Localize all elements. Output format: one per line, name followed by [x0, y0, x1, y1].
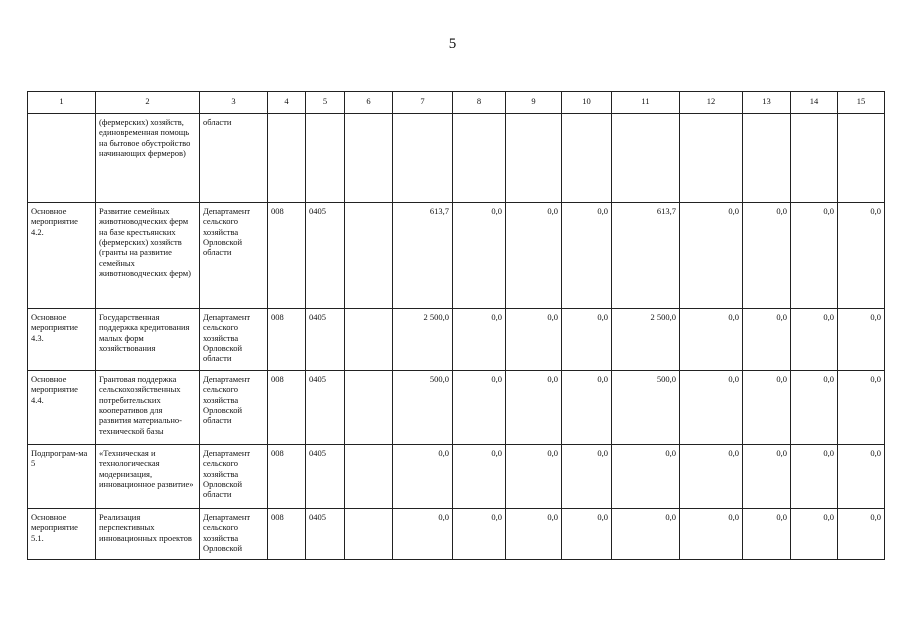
value-cell: 0,0: [612, 509, 680, 560]
value-cell: 0,0: [506, 509, 562, 560]
executor-cell: области: [200, 114, 268, 203]
value-cell: 0,0: [506, 371, 562, 445]
value-cell: 0,0: [743, 371, 791, 445]
table-row: [28, 309, 885, 371]
value-cell: 0,0: [453, 445, 506, 509]
value-cell: 0,0: [791, 445, 838, 509]
value-cell: 0,0: [680, 509, 743, 560]
value-cell: 0,0: [838, 509, 885, 560]
value-cell: 0,0: [680, 371, 743, 445]
value-cell: 0,0: [453, 509, 506, 560]
value-cell: 0,0: [791, 309, 838, 371]
page-number: 5: [448, 36, 457, 52]
value-cell: 0,0: [393, 509, 453, 560]
measure-name-cell: Реализация перспективных инновационных проектов: [96, 509, 200, 560]
value-cell: 0,0: [838, 203, 885, 309]
measure-name-cell: (фермерских) хозяйств, единовременная помощь на бытовое обустройство начинающих фермеров): [96, 114, 200, 203]
value-cell: 0,0: [791, 371, 838, 445]
table-cell: 008: [268, 445, 306, 509]
table-cell: [268, 114, 306, 203]
column-header: 11: [612, 92, 680, 114]
value-cell: 0,0: [743, 203, 791, 309]
value-cell: [393, 114, 453, 203]
measure-name-cell: Государственная поддержка кредитования малых форм хозяйствования: [96, 309, 200, 371]
value-cell: 0,0: [680, 203, 743, 309]
value-cell: [612, 114, 680, 203]
value-cell: 0,0: [562, 203, 612, 309]
column-header: 7: [393, 92, 453, 114]
measure-code-cell: Подпрограм-ма 5: [28, 445, 96, 509]
column-header: 5: [306, 92, 345, 114]
table-cell: [345, 114, 393, 203]
table-row: [28, 371, 885, 445]
budget-table: [27, 91, 885, 560]
value-cell: 0,0: [562, 509, 612, 560]
table-header-row: [28, 92, 885, 114]
column-header: 12: [680, 92, 743, 114]
executor-cell: Департамент сельского хозяйства Орловской области: [200, 445, 268, 509]
value-cell: [791, 114, 838, 203]
table-row: [28, 509, 885, 560]
measure-code-cell: [28, 114, 96, 203]
value-cell: [838, 114, 885, 203]
measure-code-cell: Основное мероприятие 4.4.: [28, 371, 96, 445]
column-header: 1: [28, 92, 96, 114]
table-cell: 0405: [306, 371, 345, 445]
value-cell: 0,0: [393, 445, 453, 509]
value-cell: 0,0: [506, 203, 562, 309]
table-cell: 008: [268, 309, 306, 371]
value-cell: [680, 114, 743, 203]
table-cell: 0405: [306, 445, 345, 509]
value-cell: 0,0: [791, 203, 838, 309]
table-cell: 008: [268, 203, 306, 309]
value-cell: 0,0: [453, 309, 506, 371]
measure-name-cell: «Техническая и технологическая модернизация, инновационное развитие»: [96, 445, 200, 509]
table-cell: [345, 309, 393, 371]
value-cell: 613,7: [393, 203, 453, 309]
value-cell: 0,0: [791, 509, 838, 560]
value-cell: 0,0: [562, 309, 612, 371]
value-cell: 613,7: [612, 203, 680, 309]
table-cell: [345, 445, 393, 509]
executor-cell: Департамент сельского хозяйства Орловской области: [200, 309, 268, 371]
value-cell: [562, 114, 612, 203]
value-cell: 0,0: [506, 309, 562, 371]
table-row: [28, 445, 885, 509]
table-row: [28, 203, 885, 309]
value-cell: [743, 114, 791, 203]
value-cell: 0,0: [743, 309, 791, 371]
table-cell: [345, 371, 393, 445]
value-cell: 0,0: [743, 509, 791, 560]
value-cell: 0,0: [838, 309, 885, 371]
table-row: [28, 114, 885, 203]
column-header: 6: [345, 92, 393, 114]
executor-cell: Департамент сельского хозяйства Орловской: [200, 509, 268, 560]
measure-name-cell: Грантовая поддержка сельскохозяйственных потребительских кооперативов для развития материально-технической базы: [96, 371, 200, 445]
table-cell: 008: [268, 509, 306, 560]
executor-cell: Департамент сельского хозяйства Орловской области: [200, 203, 268, 309]
value-cell: 500,0: [612, 371, 680, 445]
table-cell: 0405: [306, 309, 345, 371]
executor-cell: Департамент сельского хозяйства Орловской области: [200, 371, 268, 445]
column-header: 8: [453, 92, 506, 114]
value-cell: 0,0: [453, 371, 506, 445]
value-cell: 2 500,0: [612, 309, 680, 371]
column-header: 4: [268, 92, 306, 114]
column-header: 3: [200, 92, 268, 114]
column-header: 14: [791, 92, 838, 114]
column-header: 10: [562, 92, 612, 114]
value-cell: 0,0: [562, 371, 612, 445]
value-cell: 0,0: [680, 445, 743, 509]
measure-code-cell: Основное мероприятие 5.1.: [28, 509, 96, 560]
value-cell: 0,0: [680, 309, 743, 371]
measure-name-cell: Развитие семейных животноводческих ферм на базе крестьянских (фермерских) хозяйств (гранты на развитие семейных животноводческих ферм): [96, 203, 200, 309]
value-cell: 2 500,0: [393, 309, 453, 371]
table-cell: 0405: [306, 203, 345, 309]
table-cell: [345, 203, 393, 309]
value-cell: 0,0: [506, 445, 562, 509]
column-header: 9: [506, 92, 562, 114]
value-cell: 0,0: [838, 371, 885, 445]
value-cell: [453, 114, 506, 203]
table-cell: [306, 114, 345, 203]
value-cell: 0,0: [743, 445, 791, 509]
table-cell: 0405: [306, 509, 345, 560]
value-cell: 0,0: [838, 445, 885, 509]
column-header: 15: [838, 92, 885, 114]
value-cell: [506, 114, 562, 203]
column-header: 13: [743, 92, 791, 114]
column-header: 2: [96, 92, 200, 114]
value-cell: 0,0: [562, 445, 612, 509]
value-cell: 0,0: [453, 203, 506, 309]
measure-code-cell: Основное мероприятие 4.2.: [28, 203, 96, 309]
measure-code-cell: Основное мероприятие 4.3.: [28, 309, 96, 371]
table-cell: [345, 509, 393, 560]
table-cell: 008: [268, 371, 306, 445]
value-cell: 500,0: [393, 371, 453, 445]
value-cell: 0,0: [612, 445, 680, 509]
